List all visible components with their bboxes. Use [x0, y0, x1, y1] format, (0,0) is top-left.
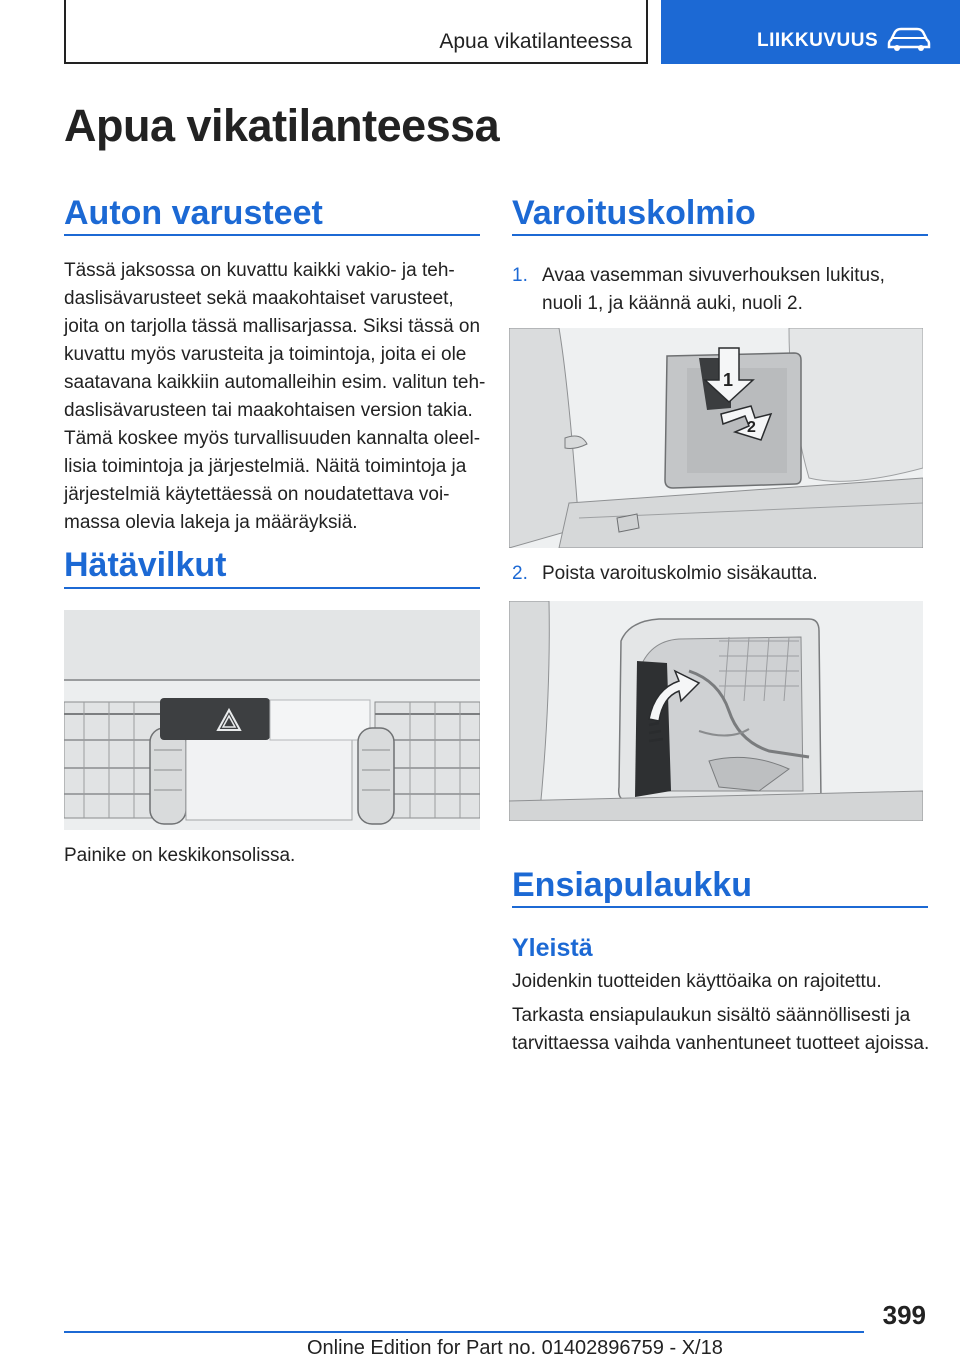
side-panel-unlock-figure	[509, 328, 923, 548]
text-line: Tämä koskee myös turvallisuuden kannalta oleel-	[64, 428, 481, 449]
section-rule	[64, 587, 480, 589]
svg-text:1: 1	[723, 370, 734, 390]
section-rule	[64, 234, 480, 236]
hazard-button-figure	[64, 610, 480, 830]
section-heading-hatavilkut: Hätävilkut	[64, 546, 227, 584]
step-text: Poista varoituskolmio sisäkautta.	[542, 563, 818, 584]
text-line: joita on tarjolla tässä mallisarjassa. Siksi tässä on	[64, 316, 481, 337]
header-frame	[64, 0, 648, 64]
text-line: tarvittaessa vaihda vanhentuneet tuotteet ajoissa.	[512, 1033, 930, 1054]
text-line: kuvattu myös varusteita ja toimintoja, joita ei ole	[64, 344, 467, 365]
step-2	[512, 560, 942, 588]
text-line: järjestelmiä käytettäessä on noudatettava voi-	[64, 484, 450, 505]
text-line: lisia toimintoja ja järjestelmiä. Näitä toimintoja ja	[64, 456, 467, 477]
subheading-yleista: Yleistä	[512, 934, 593, 962]
page-title: Apua vikatilanteessa	[64, 100, 500, 151]
text-line: daslisävarusteet sekä maakohtaiset varusteet,	[64, 288, 454, 309]
chapter-tab-label: LIIKKUVUUS	[757, 30, 879, 51]
footer-edition: Online Edition for Part no. 01402896759 - X/18	[307, 1337, 723, 1359]
text-line: Tässä jaksossa on kuvattu kaikki vakio- ja teh-	[64, 260, 455, 281]
ensiapulaukku-paragraph-1: Joidenkin tuotteiden käyttöaika on rajoitettu.	[512, 971, 882, 992]
chapter-tab[interactable]	[661, 0, 960, 64]
step-number: 1.	[512, 265, 528, 286]
remove-triangle-figure	[509, 601, 923, 821]
text-line: Avaa vasemman sivuverhouksen lukitus,	[542, 265, 885, 286]
text-line: Tarkasta ensiapulaukun sisältö säännöllisesti ja	[512, 1005, 911, 1026]
step-text	[542, 262, 942, 318]
text-line: daslisävarusteen tai maakohtaisen version takia.	[64, 400, 473, 421]
car-icon	[887, 26, 931, 57]
ensiapulaukku-paragraph-2	[512, 1002, 942, 1058]
page-number: 399	[882, 1300, 926, 1330]
text-line: nuoli 1, ja käännä auki, nuoli 2.	[542, 293, 803, 314]
text-line: saatavana kaikkiin automalleihin esim. valitun teh-	[64, 372, 486, 393]
step-number: 2.	[512, 563, 528, 584]
footer-rule	[64, 1331, 864, 1333]
section-heading-auton-varusteet: Auton varusteet	[64, 194, 323, 232]
section-heading-varoituskolmio: Varoituskolmio	[512, 194, 756, 232]
text-line: massa olevia lakeja ja määräyksiä.	[64, 512, 358, 533]
section-rule	[512, 906, 928, 908]
section-rule	[512, 234, 928, 236]
section-heading-ensiapulaukku: Ensiapulaukku	[512, 866, 752, 904]
auton-varusteet-paragraph	[64, 257, 494, 537]
header-section-title: Apua vikatilanteessa	[439, 30, 632, 53]
step-1	[512, 262, 942, 318]
hazard-figure-caption: Painike on keskikonsolissa.	[64, 845, 296, 866]
svg-text:2: 2	[747, 419, 756, 436]
